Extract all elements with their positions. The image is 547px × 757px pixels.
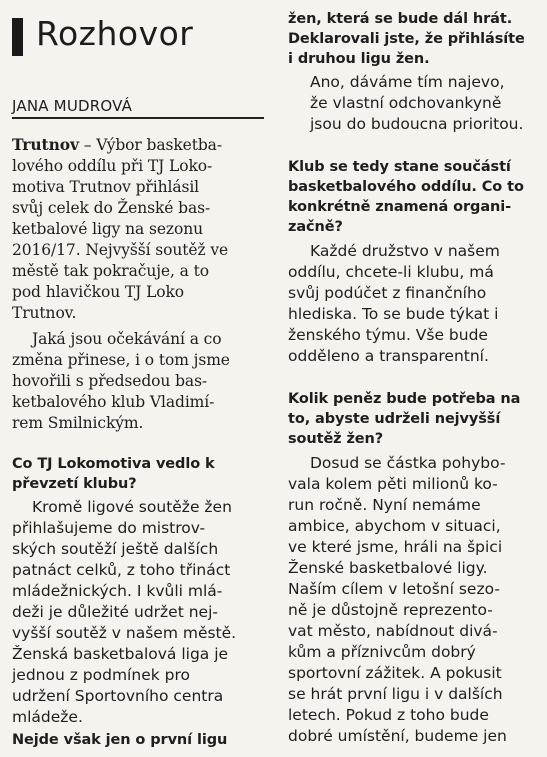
question-line: Nejde však jen o první ligu bbox=[12, 732, 228, 748]
question-line: konkrétně znamená organi- bbox=[288, 199, 512, 215]
answer-line: ambice, abychom v situaci, bbox=[288, 517, 501, 535]
answer-line: že vlastní odchovankyně bbox=[310, 94, 502, 112]
answer-line: odděleno a transparentní. bbox=[288, 347, 489, 365]
lead-line: svůj celek do Ženské bas- bbox=[12, 199, 211, 217]
answer-line: letech. Pokud z toho bude bbox=[288, 706, 489, 724]
answer-line: Ženské basketbalové ligy. bbox=[288, 559, 488, 577]
question-line: soutěž žen? bbox=[288, 431, 384, 447]
answer-line: jednou z podmínek pro bbox=[12, 666, 190, 684]
answer-line: patnáct celků, z toho třináct bbox=[12, 561, 231, 579]
answer-line: ve které jsme, hráli na špici bbox=[288, 538, 503, 556]
answer-line: run ročně. Nyní nemáme bbox=[288, 496, 481, 514]
answer-line: ženského týmu. Vše bude bbox=[288, 326, 488, 344]
question-line: Klub se tedy stane součástí bbox=[288, 159, 511, 175]
question-line: i druhou ligu žen. bbox=[288, 51, 430, 67]
lead-line: Trutnov. bbox=[12, 304, 77, 322]
byline: JANA MUDROVÁ bbox=[12, 97, 133, 115]
question-line: Kolik peněz bude potřeba na bbox=[288, 391, 521, 407]
section-title: Rozhovor bbox=[36, 14, 194, 53]
section-bar bbox=[12, 18, 23, 56]
answer-line: hlediska. To se bude týkat i bbox=[288, 305, 499, 323]
question-line: začně? bbox=[288, 219, 343, 235]
question-line: Deklarovali jste, že přihlásíte bbox=[288, 31, 525, 47]
answer-line: mládežnických. I kvůli mlá- bbox=[12, 582, 223, 600]
lead-line: motiva Trutnov přihlásil bbox=[12, 178, 200, 196]
lead-line: městě tak pokračuje, a to bbox=[12, 262, 209, 280]
answer-line: Kromě ligové soutěže žen bbox=[32, 498, 232, 516]
answer-line: Každé družstvo v našem bbox=[310, 242, 500, 260]
answer-line: sportovní zážitek. A pokusit bbox=[288, 664, 502, 682]
question-line: převzetí klubu? bbox=[12, 476, 137, 492]
lead-line: 2016/17. Nejvyšší soutěž ve bbox=[12, 241, 229, 259]
lead-line: lového oddílu při TJ Loko- bbox=[12, 157, 213, 175]
answer-line: vala kolem pěti milionů ko- bbox=[288, 475, 498, 493]
answer-line: dobré umístění, budeme jen bbox=[288, 727, 507, 745]
answer-line: deži je důležité udržet nej- bbox=[12, 603, 218, 621]
answer-line: Ženská basketbalová liga je bbox=[12, 645, 229, 663]
lead-first-rest: – Výbor basketba- bbox=[78, 136, 222, 154]
byline-rule bbox=[12, 117, 264, 119]
question-line: to, abyste udrželi nejvyšší bbox=[288, 411, 501, 427]
question-line: Co TJ Lokomotiva vedlo k bbox=[12, 456, 215, 472]
answer-line: vyšší soutěž v našem městě. bbox=[12, 624, 237, 642]
question-line: žen, která se bude dál hrát. bbox=[288, 11, 513, 27]
intro-line: Jaká jsou očekávání a co bbox=[32, 330, 222, 348]
answer-line: jsou do budoucna prioritou. bbox=[310, 115, 524, 133]
intro-line: ketbalového klub Vladimí- bbox=[12, 393, 215, 411]
answer-line: svůj podúčet z finančního bbox=[288, 284, 487, 302]
answer-line: mládeže. bbox=[12, 708, 83, 726]
answer-line: ských soutěží ještě dalších bbox=[12, 540, 219, 558]
answer-line: udržení Sportovního centra bbox=[12, 687, 224, 705]
intro-line: hovořili s předsedou bas- bbox=[12, 372, 208, 390]
intro-line: rem Smilnickým. bbox=[12, 414, 144, 432]
answer-line: Dosud se částka pohybo- bbox=[310, 454, 506, 472]
answer-line: se hrát první ligu i v dalších bbox=[288, 685, 503, 703]
answer-line: přihlašujeme do mistrov- bbox=[12, 519, 206, 537]
lead-line: ketbalové ligy na sezonu bbox=[12, 220, 203, 238]
answer-line: Naším cílem v letošní sezo- bbox=[288, 580, 500, 598]
answer-line: ně je důstojně reprezento- bbox=[288, 601, 493, 619]
intro-line: změna přinese, i o tom jsme bbox=[12, 351, 230, 369]
question-line: basketbalového oddílu. Co to bbox=[288, 179, 524, 195]
answer-line: oddílu, chcete-li klubu, má bbox=[288, 263, 494, 281]
lead-place: Trutnov bbox=[12, 135, 79, 154]
answer-line: Ano, dáváme tím najevo, bbox=[310, 73, 505, 91]
answer-line: vat město, nabídnout divá- bbox=[288, 622, 498, 640]
lead-line: pod hlavičkou TJ Loko bbox=[12, 283, 185, 301]
lead-first-line bbox=[12, 135, 222, 155]
answer-line: kům a příznivcům dobrý bbox=[288, 643, 476, 661]
